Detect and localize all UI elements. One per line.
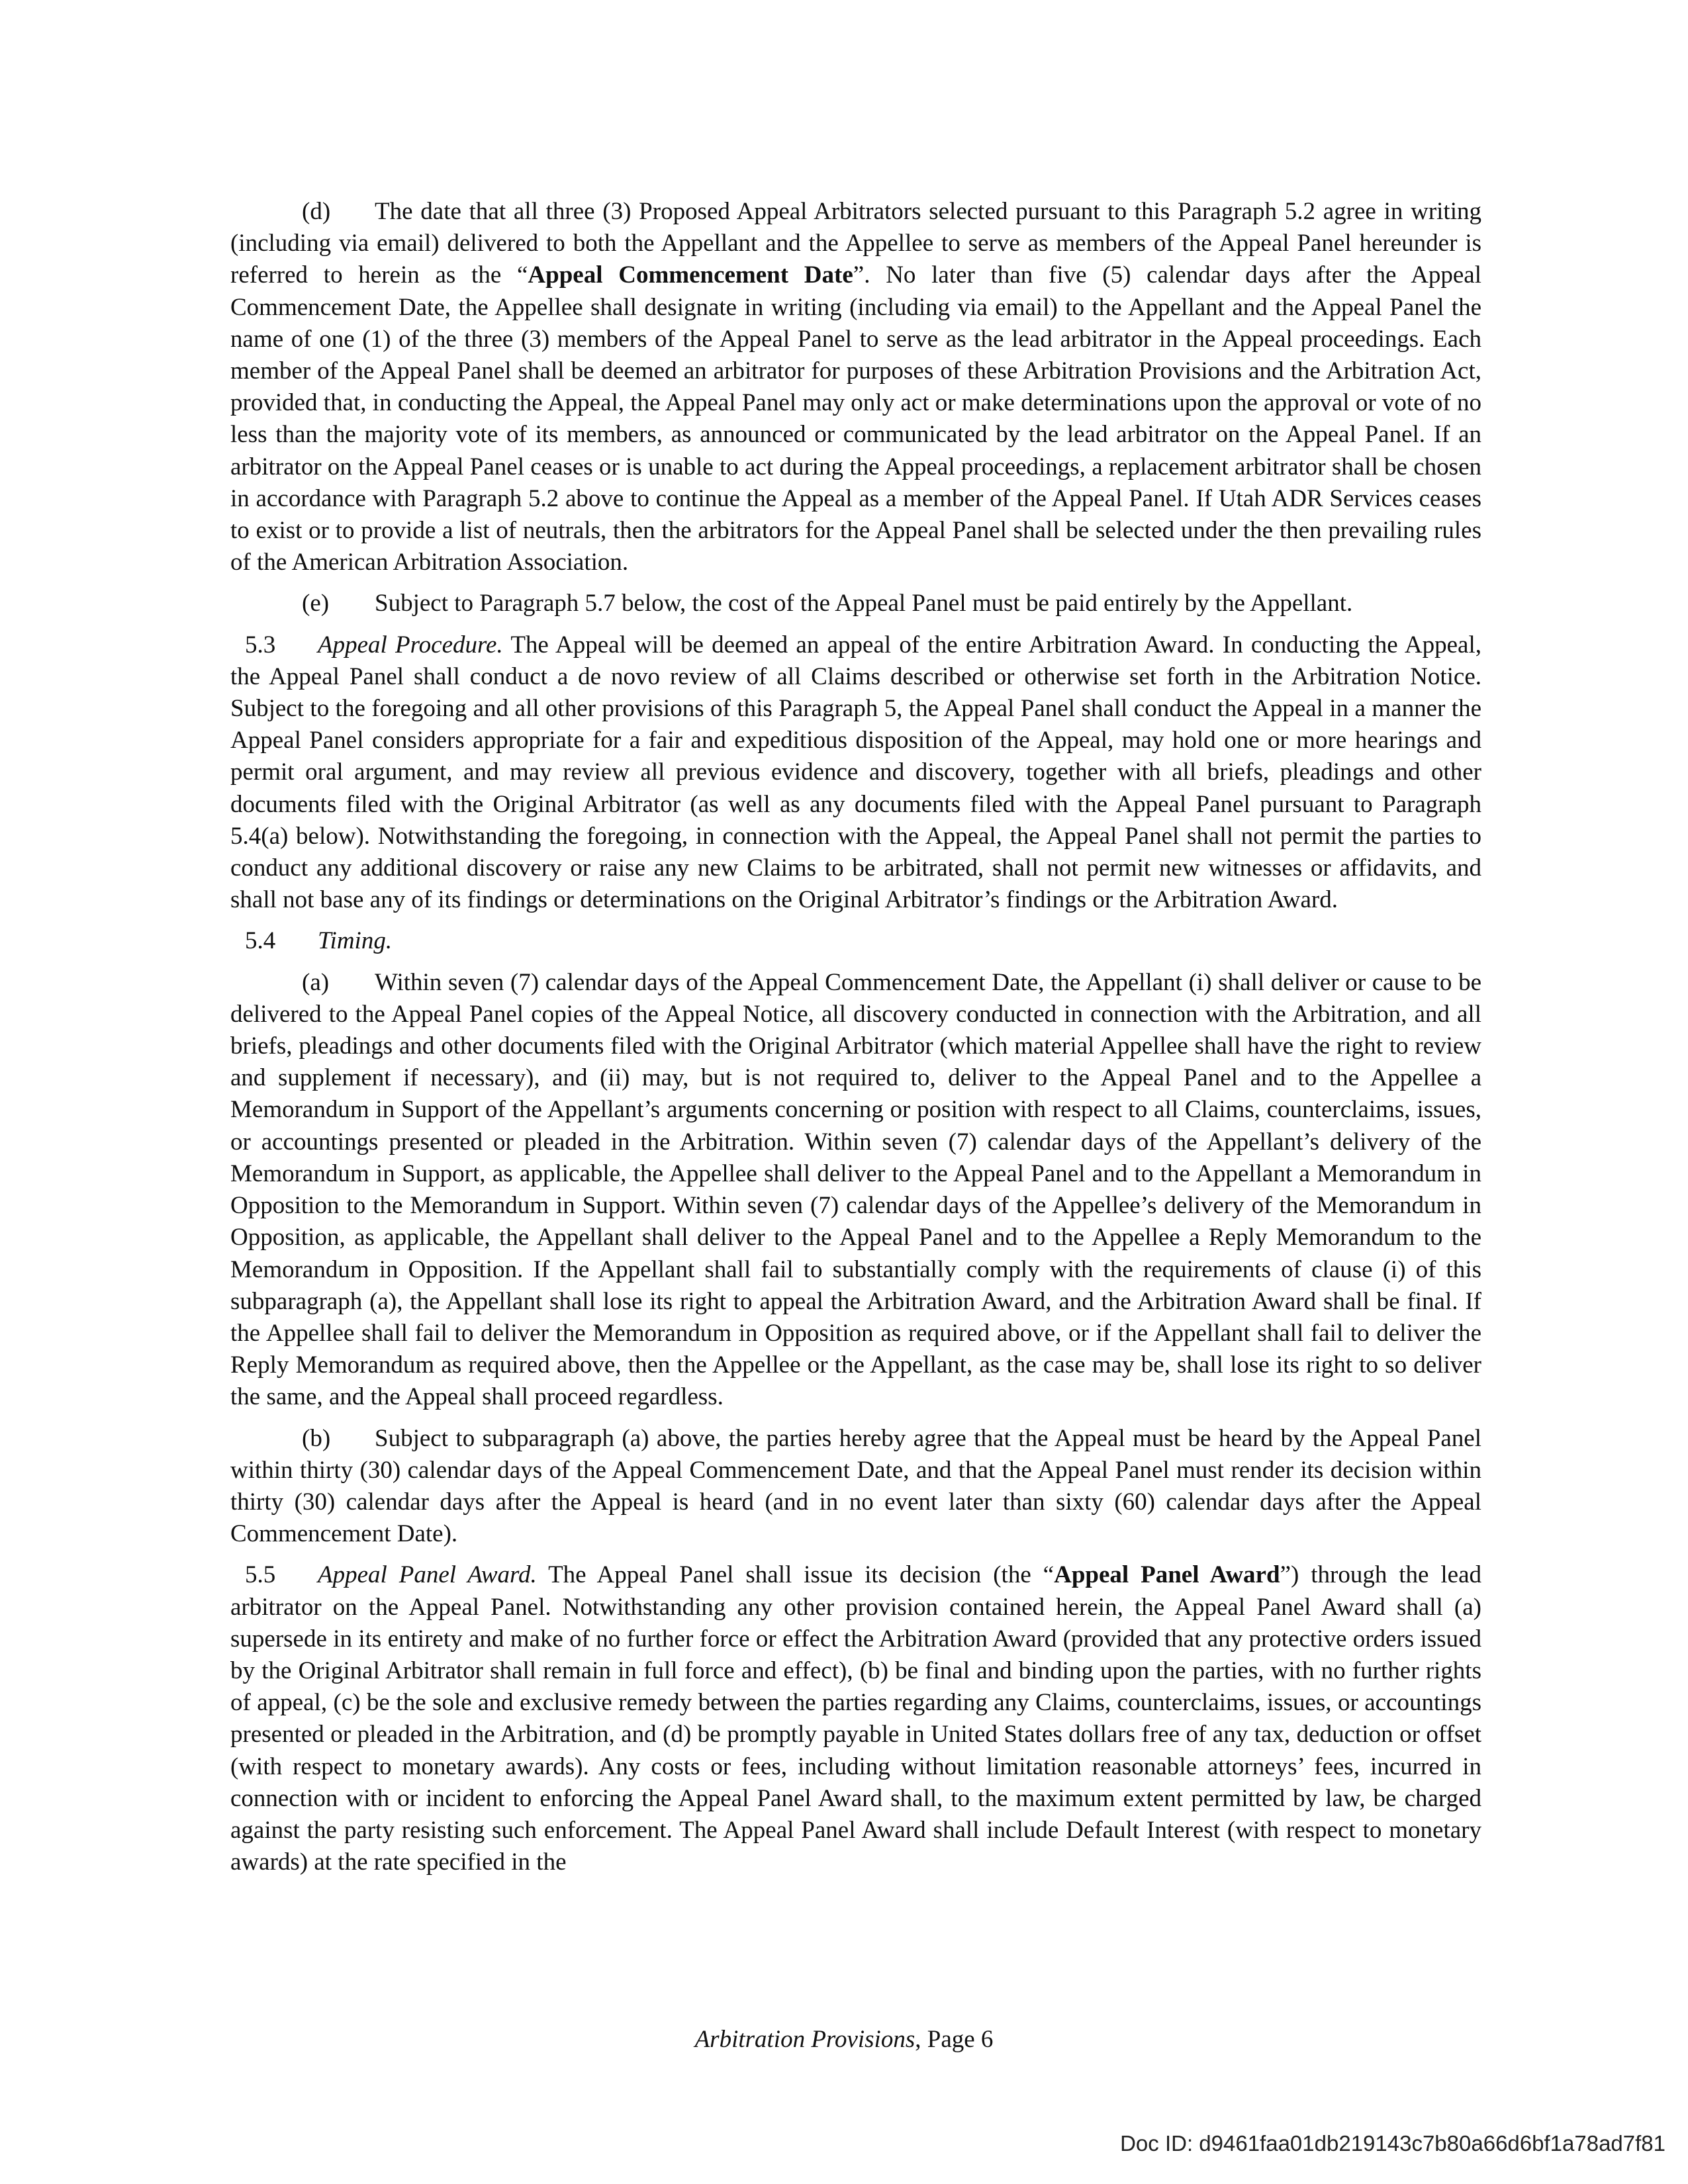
paragraph-5-2-e xyxy=(230,588,1481,619)
section-title: Appeal Panel Award. xyxy=(318,1561,537,1589)
section-5-3 xyxy=(230,629,1481,917)
paragraph-5-4-a xyxy=(230,967,1481,1414)
defined-term: Appeal Panel Award xyxy=(1054,1561,1280,1589)
clause-number: (d) xyxy=(302,198,331,225)
section-title: Appeal Procedure. xyxy=(318,631,503,659)
section-text: The Appeal will be deemed an appeal of the entire Arbitration Award. In conducting the Appeal, the Appeal Panel shall conduct a de novo review of all Claims described or otherwise set forth in the Arbitration Notice. Subject to the foregoing and all other provisions of this Paragraph 5, the Appeal Panel shall conduct the Appeal in a manner the Appeal Panel considers appropriate for a fair and expeditious disposition of the Appeal, may hold one or more hearings and permit oral argument, and may review all previous evidence and discovery, together with all briefs, pleadings and other documents filed with the Original Arbitrator (as well as any documents filed with the Appeal Panel pursuant to Paragraph 5.4(a) below). Notwithstanding the foregoing, in connection with the Appeal, the Appeal Panel shall not permit the parties to conduct any additional discovery or raise any new Claims to be arbitrated, shall not permit new witnesses or affidavits, and shall not base any of its findings or determinations on the Original Arbitrator’s findings or the Arbitration Award. xyxy=(230,631,1481,914)
document-body xyxy=(230,196,1481,1888)
clause-number: (e) xyxy=(302,590,330,617)
section-number: 5.3 xyxy=(245,631,276,659)
defined-term: Appeal Commencement Date xyxy=(528,261,853,289)
page-footer xyxy=(0,2025,1688,2054)
section-title: Timing. xyxy=(318,927,393,955)
section-5-4 xyxy=(230,925,1481,957)
section-text: ”) through the lead arbitrator on the Appeal Panel. Notwithstanding any other provision contained herein, the Appeal Panel Award shall (a) supersede in its entirety and make of no further force or effect the Arbitration Award (provided that any protective orders issued by the Original Arbitrator shall remain in full force and effect), (b) be final and binding upon the parties, with no further rights of appeal, (c) be the sole and exclusive remedy between the parties regarding any Claims, counterclaims, issues, or accountings presented or pleaded in the Arbitration, and (d) be promptly payable in United States dollars free of any tax, deduction or offset (with respect to monetary awards). Any costs or fees, including without limitation reasonable attorneys’ fees, incurred in connection with or incident to enforcing the Appeal Panel Award shall, to the maximum extent permitted by law, be charged against the party resisting such enforcement. The Appeal Panel Award shall include Default Interest (with respect to monetary awards) at the rate specified in the xyxy=(230,1561,1482,1876)
section-number: 5.5 xyxy=(245,1561,276,1589)
clause-text: Within seven (7) calendar days of the Appeal Commencement Date, the Appellant (i) shall deliver or cause to be delivered to the Appeal Panel copies of the Appeal Notice, all discovery conducted in connection with the Arbitration, and all briefs, pleadings and other documents filed with the Original Arbitrator (which material Appellee shall have the right to review and supplement if necessary), and (ii) may, but is not required to, deliver to the Appeal Panel and to the Appellee a Memorandum in Support of the Appellant’s arguments concerning or position with respect to all Claims, counterclaims, issues, or accountings presented or pleaded in the Arbitration. Within seven (7) calendar days of the Appellant’s delivery of the Memorandum in Support, as applicable, the Appellee shall deliver to the Appeal Panel and to the Appellant a Memorandum in Opposition to the Memorandum in Support. Within seven (7) calendar days of the Appellee’s delivery of the Memorandum in Opposition, as applicable, the Appellant shall deliver to the Appeal Panel and to the Appellee a Reply Memorandum to the Memorandum in Opposition. If the Appellant shall fail to substantially comply with the requirements of clause (i) of this subparagraph (a), the Appellant shall lose its right to appeal the Arbitration Award, and the Arbitration Award shall be final. If the Appellee shall fail to deliver the Memorandum in Opposition as required above, or if the Appellant shall fail to deliver the Reply Memorandum as required above, then the Appellee or the Appellant, as the case may be, shall lose its right to so deliver the same, and the Appeal shall proceed regardless. xyxy=(230,968,1481,1411)
clause-text: Subject to subparagraph (a) above, the parties hereby agree that the Appeal must be heard by the Appeal Panel within thirty (30) calendar days of the Appeal Commencement Date, and that the Appeal Panel must render its decision within thirty (30) calendar days after the Appeal is heard (and in no event later than sixty (60) calendar days after the Appeal Commencement Date). xyxy=(230,1424,1481,1548)
clause-text: The date that all three (3) Proposed Appeal Arbitrators selected pursuant to this Paragraph 5.2 agree in writing (including via email) delivered to both the Appellant and the Appellee to serve as members of the Appeal Panel hereunder is referred to herein as the “ xyxy=(230,198,1481,289)
footer-title: Arbitration Provisions xyxy=(694,2026,915,2053)
doc-id-stamp: Doc ID: d9461faa01db219143c7b80a66d6bf1a78ad7f81 xyxy=(1120,2131,1665,2156)
clause-text: Subject to Paragraph 5.7 below, the cost of the Appeal Panel must be paid entirely by the Appellant. xyxy=(375,590,1353,617)
footer-page-number: , Page 6 xyxy=(915,2026,994,2053)
clause-text: ”. No later than five (5) calendar days after the Appeal Commencement Date, the Appellee shall designate in writing (including via email) to the Appellant and the Appeal Panel the name of one (1) of the three (3) members of the Appeal Panel to serve as the lead arbitrator in the Appeal proceedings. Each member of the Appeal Panel shall be deemed an arbitrator for purposes of these Arbitration Provisions and the Arbitration Act, provided that, in conducting the Appeal, the Appeal Panel may only act or make determinations upon the approval or vote of no less than the majority vote of its members, as announced or communicated by the lead arbitrator on the Appeal Panel. If an arbitrator on the Appeal Panel ceases or is unable to act during the Appeal proceedings, a replacement arbitrator shall be chosen in accordance with Paragraph 5.2 above to continue the Appeal as a member of the Appeal Panel. If Utah ADR Services ceases to exist or to provide a list of neutrals, then the arbitrators for the Appeal Panel shall be selected under the then prevailing rules of the American Arbitration Association. xyxy=(230,261,1481,576)
clause-number: (a) xyxy=(302,968,330,996)
section-5-5 xyxy=(230,1559,1481,1878)
clause-number: (b) xyxy=(302,1424,331,1452)
paragraph-5-2-d xyxy=(230,196,1481,578)
section-text: The Appeal Panel shall issue its decision (the “ xyxy=(536,1561,1055,1589)
section-number: 5.4 xyxy=(245,927,276,955)
paragraph-5-4-b xyxy=(230,1423,1481,1551)
